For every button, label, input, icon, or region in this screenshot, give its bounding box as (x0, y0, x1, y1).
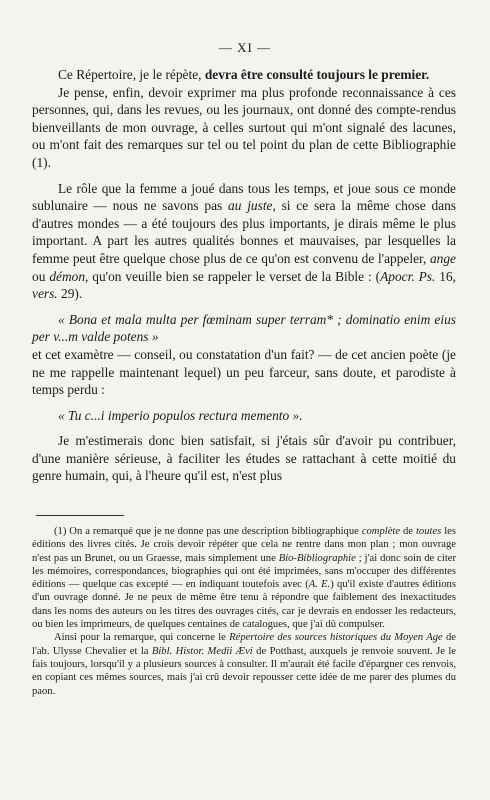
main-text (32, 66, 456, 485)
footnote-separator (36, 515, 124, 516)
footnote-1-continued: Ainsi pour la remarque, qui concerne le Répertoire des sources historiques du Moyen Age de l'ab. Ulysse Chevalier et la Bibl. Histor. Medii Ævi de Potthast, auxquels je renvoie souvent. Je le fais toujours, lorsqu'il y a plusieurs sources à consulter. Il m'aurait été facile d'épargner ces renvois, en copiant ces mêmes sources, mais j'ai crû devoir repousser cette idée de me parer des plumes du paon. (32, 632, 456, 697)
paragraph-examètre: et cet examètre — conseil, ou constatation d'un fait? — de cet ancien poète (je ne me rappelle maintenant lequel) un peu farceur, sans doute, et parodiste à temps perdu : (32, 346, 456, 398)
footnotes (32, 525, 456, 698)
paragraph-repertoire: Ce Répertoire, je le répète, devra être consulté toujours le premier. (58, 67, 430, 82)
paragraph-role-femme: Le rôle que la femme a joué dans tous les temps, et joue sous ce monde sublunaire — nous ne savons pas au juste, si ce sera la même chose dans d'autres mondes — a été toujours des plus importants, je dirais même le plus important. A part les autres qualités bonnes et mauvaises, par lesquelles la femme peut être quelque chose plus de ce qu'on est convenu de l'appeler, ange ou démon, qu'on veuille bien se rappeler le verset de la Bible : (Apocr. Ps. 16, vers. 29). (32, 180, 457, 302)
paragraph-satisfait: Je m'estimerais donc bien satisfait, si j'étais sûr d'avoir pu contribuer, d'une manière sérieuse, à faciliter les études se rattachant à cette moitié du genre humain, qui, à l'heure qu'il est, n'est plus (32, 433, 456, 484)
latin-quote-poet: « Tu c...i imperio populos rectura memento ». (58, 407, 303, 423)
paragraph-reconnaissance: Je pense, enfin, devoir exprimer ma plus profonde reconnaissance à ces personnes, qui, dans les revues, ou les journaux, ont donné des compte-rendus bienveillants de mon ouvrage, à celles surtout qui m'ont signalé des lacunes, ou m'ont fait des remarques sur tel ou tel point du plan de cette Bibliographie (1). (32, 84, 456, 170)
emphasis-premier: devra être consulté toujours le premier. (204, 67, 430, 82)
footnote-1: (1) On a remarqué que je ne donne pas une description bibliographique complète de toutes les éditions des livres cités. Je crois devoir répéter que cela ne rentre dans mon plan ; mon ouvrage n'est pas un Brunet, ou un Graesse, mais simplement une Bio-Bibliographie ; j'ai donc soin de citer les mémoires, correspondances, biographies qui ont été imprimées, sans m'occuper des différentes éditions — quelque cas excepté — en indiquant toutefois avec (A. E.) qu'il existe d'autres éditions d'un ouvrage donné. Je ne peux de même être tenu à répondre que faiblement des inexactitudes dans les noms des auteurs ou les titres des ouvrages cités, car je devrais en endosser les redacteurs, ou bien les imprimeurs, de quelques centaines de catalogues, que j'ai dû compulser. (32, 526, 456, 631)
page-number: — XI — (218, 40, 272, 55)
latin-quote-bible: « Bona et mala multa per fœminam super terram* ; dominatio enim eius per v...m valde potens » (32, 311, 456, 345)
